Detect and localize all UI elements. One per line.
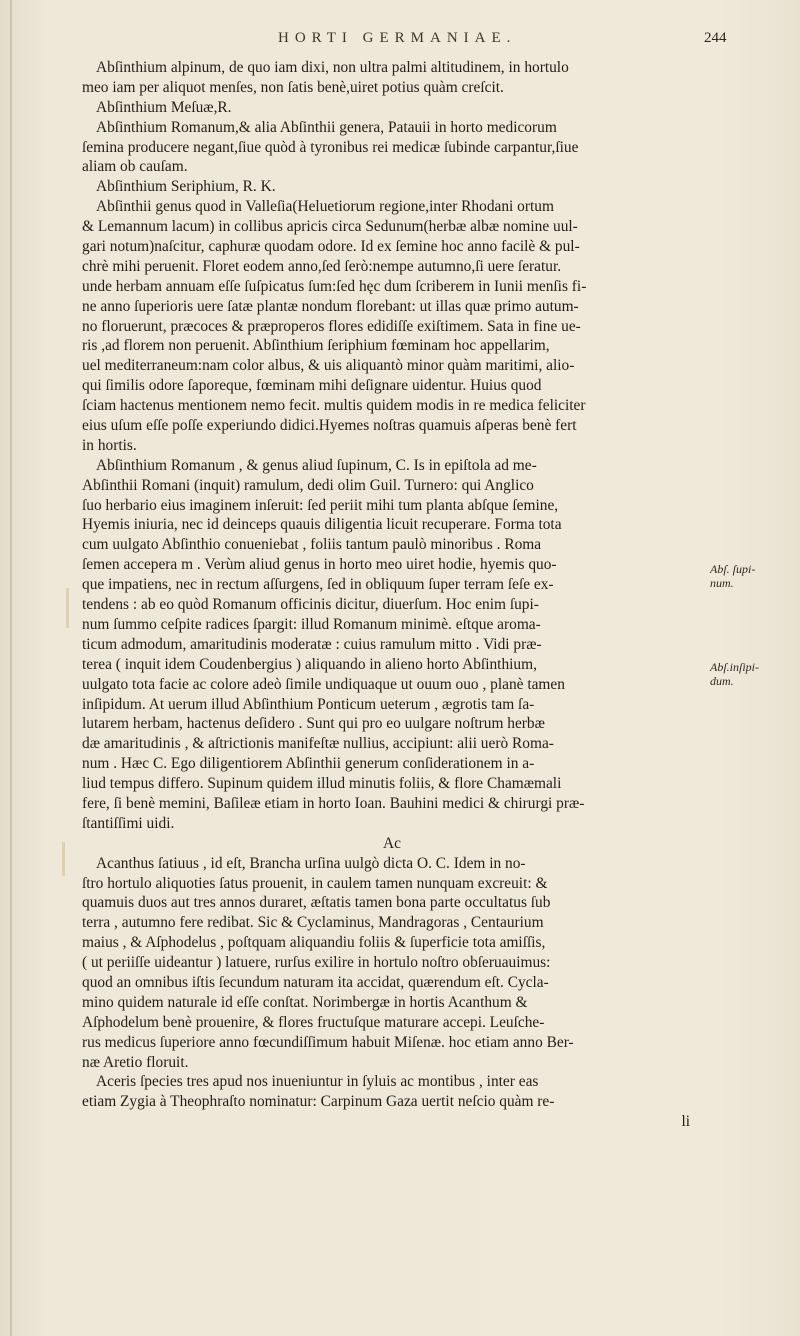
text-line: Hyemis iniuria, nec id deinceps quauis diligentia licuit recuperare. Forma tota <box>82 516 562 534</box>
marginal-note-line: Abſ. ſupi- <box>710 562 756 576</box>
text-line: uel mediterraneum:nam color albus, & uis aliquantò minor quàm maritimi, alio- <box>82 357 575 375</box>
page-number: 244 <box>704 30 727 46</box>
text-line: ſtantiſſimi uidi. <box>82 814 175 832</box>
text-line: cum uulgato Abſinthio conueniebat , foliis tantum paulò minoribus . Roma <box>82 536 542 554</box>
text-line: ſemen accepera m . Verùm aliud genus in horto meo uiret hodie, hyemis quo- <box>82 556 557 574</box>
text-line: no floruerunt, præcoces & præproperos flores edidiſſe exiſtimem. Sata in fine ue- <box>82 317 581 335</box>
text-line: ſuo herbario eius imaginem inſeruit: ſed periit mihi tum planta abſque ſemine, <box>82 496 559 514</box>
text-line: ticum admodum, amaritudinis moderatæ : cuius ramulum mitto . Vidi præ- <box>82 635 542 653</box>
text-line: Aceris ſpecies tres apud nos inueniuntur in ſyluis ac montibus , inter eas <box>96 1073 539 1091</box>
marginal-note-line: dum. <box>710 674 734 688</box>
text-line: aliam ob cauſam. <box>82 158 188 176</box>
text-line: dæ amaritudinis , & aſtrictionis manifeſtæ nullius, accipiunt: alii uerò Roma- <box>82 735 554 753</box>
body-text <box>82 58 702 1132</box>
text-line: Abſinthium Meſuæ,R. <box>96 98 232 116</box>
text-line: rus medicus ſuperiore anno fœcundiſſimum habuit Miſenæ. hoc etiam anno Ber- <box>82 1033 574 1051</box>
text-line: fere, ſi benè memini, Baſileæ etiam in horto Ioan. Bauhini medici & chirurgi præ- <box>82 794 585 812</box>
text-line: Abſinthii Romani (inquit) ramulum, dedi olim Guil. Turnero: qui Anglico <box>82 476 534 494</box>
text-line: maius , & Aſphodelus , poſtquam aliquandiu foliis & ſuperficie tota amiſſis, <box>82 934 546 952</box>
text-line: qui ſimilis odore ſaporeque, fœminam mihi deſignare uidentur. Huius quod <box>82 377 542 395</box>
text-line: Abſinthium Seriphium, R. K. <box>96 178 276 196</box>
margin-stain <box>66 588 69 628</box>
text-line: ſemina producere negant,ſiue quòd à tyronibus rei medicæ ſubinde carpantur,ſiue <box>82 138 579 156</box>
text-line: tendens : ab eo quòd Romanum officinis dicitur, diuerſum. Hoc enim ſupi- <box>82 596 539 614</box>
text-line: Abſinthium Romanum , & genus aliud ſupinum, C. Is in epiſtola ad me- <box>96 456 537 474</box>
text-line: gari notum)naſcitur, caphuræ quodam odore. Id ex ſemine hoc anno facilè & pul- <box>82 238 580 256</box>
text-line: meo iam per aliquot menſes, non ſatis benè,uiret potius quàm creſcit. <box>82 78 504 96</box>
catchword: li <box>681 1113 690 1131</box>
page-header <box>0 30 800 54</box>
text-line: næ Aretio floruit. <box>82 1053 189 1071</box>
text-line: lutarem herbam, hactenus deſidero . Sunt qui pro eo uulgare noſtrum herbæ <box>82 715 545 733</box>
text-line: mino quidem naturale id eſſe conſtat. Norimbergæ in hortis Acanthum & <box>82 993 528 1011</box>
text-line: etiam Zygia à Theophraſto nominatur: Carpinum Gaza uertit neſcio quàm re- <box>82 1093 555 1111</box>
text-line: in hortis. <box>82 436 137 454</box>
text-line: unde herbam annuam eſſe ſuſpicatus ſum:ſed hęc dum ſcriberem in Iunii menſis fi- <box>82 277 587 295</box>
text-line: terea ( inquit idem Coudenbergius ) aliquando in alieno horto Abſinthium, <box>82 655 537 673</box>
text-line: Aſphodelum benè prouenire, & flores fructuſque maturare accepi. Leuſche- <box>82 1013 545 1031</box>
text-line: ( ut periiſſe uideantur ) latuere, rurſus exilire in hortulo noſtro obſeruauimus: <box>82 954 551 972</box>
text-line: terra , autumno fere redibat. Sic & Cyclaminus, Mandragoras , Centaurium <box>82 914 544 932</box>
marginal-note-line: num. <box>710 576 734 590</box>
text-line: num . Hæc C. Ego diligentiorem Abſinthii generum conſiderationem in a- <box>82 755 535 773</box>
text-line: Acanthus ſatiuus , id eſt, Brancha urſina uulgò dicta O. C. Idem in no- <box>96 854 526 872</box>
marginal-note-line: Abſ.inſipi- <box>710 660 759 674</box>
text-line: & Lemannum lacum) in collibus apricis circa Sedunum(herbæ albæ nomine uul- <box>82 218 578 236</box>
section-heading: Ac <box>383 834 401 852</box>
marginal-note <box>710 562 755 590</box>
text-line: liud tempus differo. Supinum quidem illud minutis foliis, & flore Chamæmali <box>82 775 562 793</box>
text-line: ſciam hactenus mentionem nemo fecit. multis quidem modis in re medica feliciter <box>82 397 586 415</box>
margin-stain <box>62 842 65 876</box>
text-line: ſtro hortulo aliquoties ſatus prouenit, in caulem tamen nunquam excreuit: & <box>82 874 548 892</box>
text-line: inſipidum. At uerum illud Abſinthium Ponticum ueterum , ægrotis tam ſa- <box>82 695 535 713</box>
running-head: HORTI GERMANIAE. <box>278 30 517 46</box>
text-line: ne anno ſuperioris uere ſatæ plantæ nondum florebant: ut illas quæ primo autum- <box>82 297 579 315</box>
text-line: quamuis duos aut tres annos duraret, æſtatis tamen bona parte occultatus ſub <box>82 894 551 912</box>
text-line: Abſinthium alpinum, de quo iam dixi, non ultra palmi altitudinem, in hortulo <box>96 59 569 76</box>
text-line: ris ,ad florem non peruenit. Abſinthium ſeriphium fœminam hoc appellarim, <box>82 337 550 355</box>
text-line: chrè mihi peruenit. Floret eodem anno,ſed ſerò:nempe autumno,ſi uere ſeratur. <box>82 257 562 275</box>
text-line: Abſinthium Romanum,& alia Abſinthii genera, Patauii in horto medicorum <box>96 118 557 136</box>
text-line: eius uſum eſſe poſſe experiundo didici.Hyemes noſtras quamuis aſperas benè fert <box>82 417 577 435</box>
text-line: quod an omnibus iſtis ſecundum naturam ita accidat, quærendum eſt. Cycla- <box>82 973 549 991</box>
text-line: num ſummo ceſpite radices ſpargit: illud Romanum minimè. eſtque aroma- <box>82 615 541 633</box>
page-fold-shadow <box>10 0 12 1336</box>
text-line: que impatiens, nec in rectum aſſurgens, ſed in obliquum ſuper terram ſeſe ex- <box>82 576 554 594</box>
marginal-note <box>710 660 759 688</box>
text-line: uulgato tota facie ac colore adeò ſimile undiquaque ut ouum ouo , planè tamen <box>82 675 565 693</box>
text-line: Abſinthii genus quod in Valleſia(Heluetiorum regione,inter Rhodani ortum <box>96 198 554 216</box>
